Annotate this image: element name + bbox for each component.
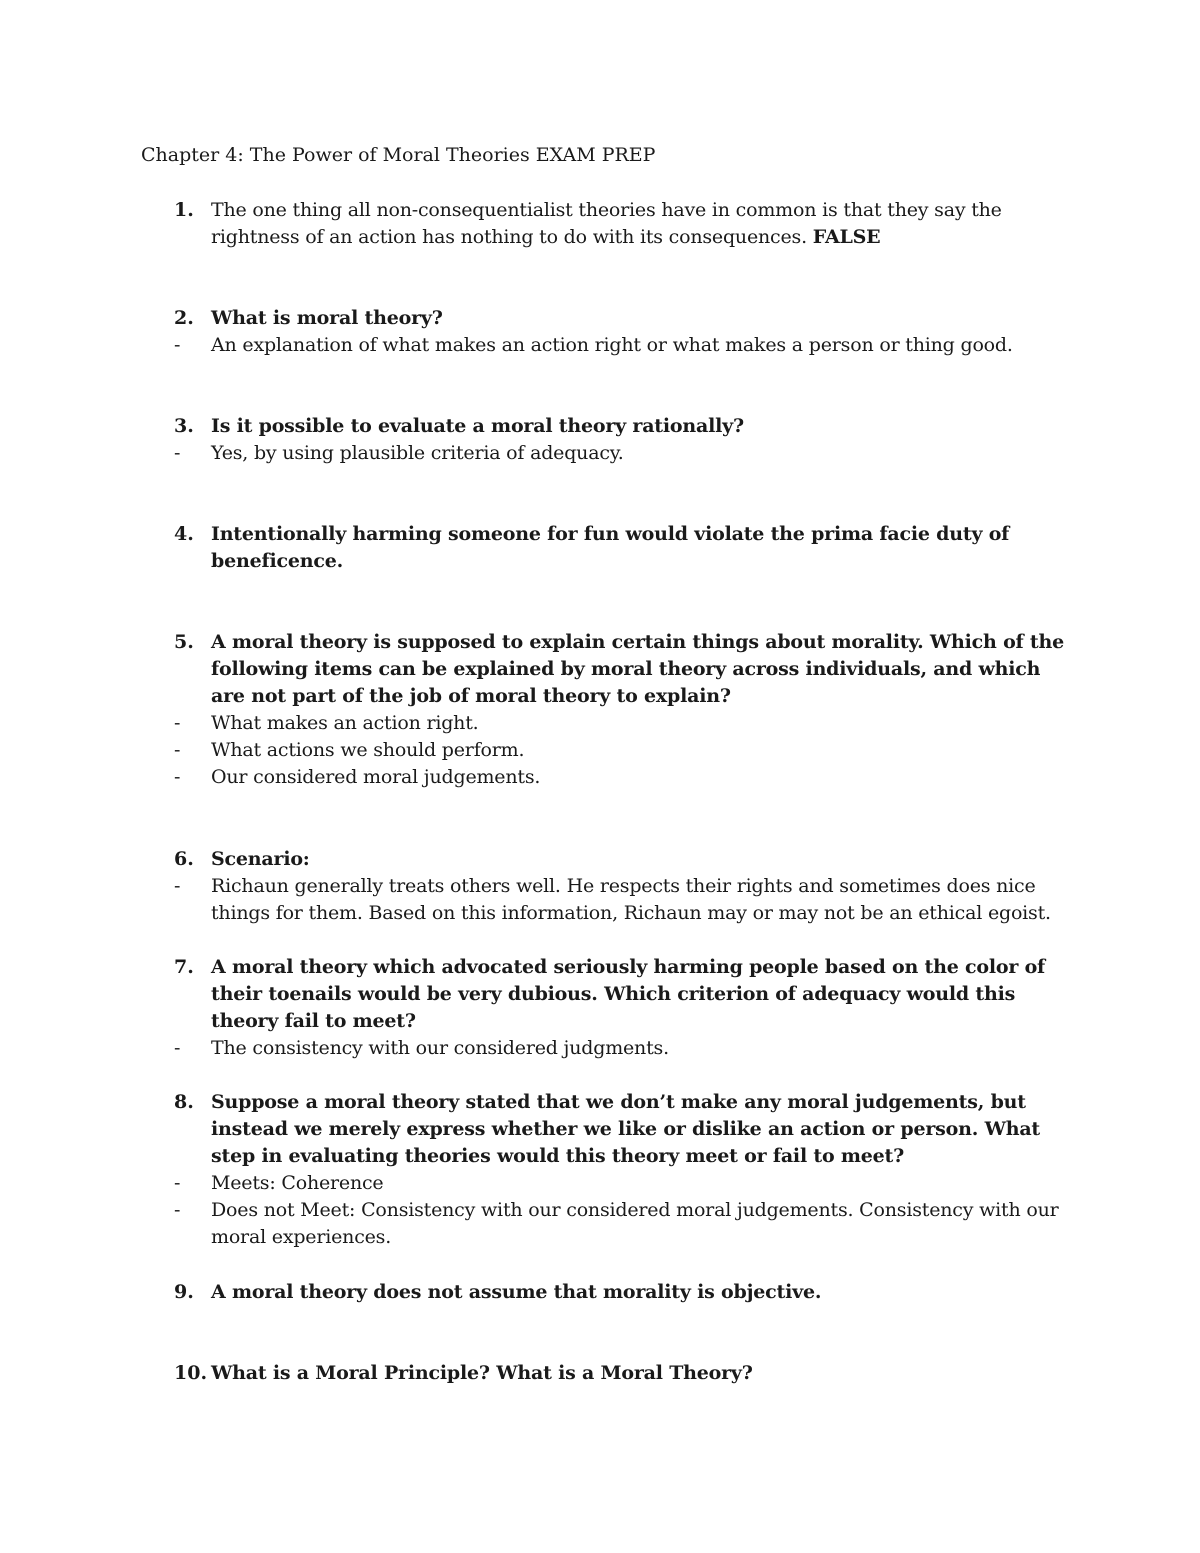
answer-item <box>141 1197 1071 1251</box>
bullet-dash: - <box>174 1172 181 1194</box>
answer-text: Does not Meet: Consistency with our considered moral judgements. Consistency with our moral experiences. <box>211 1199 1059 1248</box>
question-text: Is it possible to evaluate a moral theory rationally? <box>211 415 744 437</box>
answer-text: What actions we should perform. <box>211 739 525 761</box>
answer-text: Meets: Coherence <box>211 1172 384 1194</box>
question-10 <box>141 1360 1071 1387</box>
answer-text: The consistency with our considered judgments. <box>211 1037 669 1059</box>
answer-text: Yes, by using plausible criteria of adequacy. <box>211 442 624 464</box>
question-7 <box>141 954 1071 1062</box>
question-number: 2. <box>174 307 194 329</box>
answer-item <box>141 440 1071 467</box>
bullet-dash: - <box>174 739 181 761</box>
question-number: 8. <box>174 1091 194 1113</box>
answer-item <box>141 332 1071 359</box>
question-text: Intentionally harming someone for fun would violate the prima facie duty of beneficence. <box>211 523 1010 572</box>
answer-item <box>141 764 1071 791</box>
question-number: 5. <box>174 631 194 653</box>
bullet-dash: - <box>174 442 181 464</box>
answer-item <box>141 1170 1071 1197</box>
answer-text: An explanation of what makes an action right or what makes a person or thing good. <box>211 334 1013 356</box>
question-1 <box>141 197 1071 251</box>
page-title: Chapter 4: The Power of Moral Theories EXAM PREP <box>141 144 656 166</box>
question-number: 3. <box>174 415 194 437</box>
answer-item <box>141 873 1071 927</box>
answer-item <box>141 1035 1071 1062</box>
answer-text: Richaun generally treats others well. He respects their rights and sometimes does nice things for them. Based on this information, Richaun may or may not be an ethical egoist. <box>211 875 1051 924</box>
question-number: 1. <box>174 199 194 221</box>
question-9 <box>141 1279 1071 1306</box>
question-text: What is a Moral Principle? What is a Moral Theory? <box>211 1362 753 1384</box>
question-number: 10. <box>174 1362 208 1384</box>
answer-item <box>141 710 1071 737</box>
bullet-dash: - <box>174 334 181 356</box>
question-6 <box>141 846 1071 927</box>
question-text: Suppose a moral theory stated that we don’t make any moral judgements, but instead we merely express whether we like or dislike an action or person. What step in evaluating theories would this theory meet or fail to meet? <box>211 1091 1041 1167</box>
question-text: A moral theory is supposed to explain certain things about morality. Which of the following items can be explained by moral theory across individuals, and which are not part of the job of moral theory to explain? <box>211 631 1065 707</box>
bullet-dash: - <box>174 1037 181 1059</box>
question-5 <box>141 629 1071 791</box>
question-text: Scenario: <box>211 848 310 870</box>
question-4 <box>141 521 1071 575</box>
bullet-dash: - <box>174 766 181 788</box>
question-text: A moral theory does not assume that morality is objective. <box>211 1281 822 1303</box>
question-number: 4. <box>174 523 194 545</box>
question-3 <box>141 413 1071 467</box>
answer-text: What makes an action right. <box>211 712 479 734</box>
question-number: 9. <box>174 1281 194 1303</box>
bullet-dash: - <box>174 712 181 734</box>
question-2 <box>141 305 1071 359</box>
bullet-dash: - <box>174 1199 181 1221</box>
question-text: The one thing all non-consequentialist theories have in common is that they say the rightness of an action has nothing to do with its consequences. FALSE <box>211 199 1002 248</box>
answer-item <box>141 737 1071 764</box>
inline-answer: FALSE <box>812 226 881 248</box>
question-text: What is moral theory? <box>211 307 443 329</box>
bullet-dash: - <box>174 875 181 897</box>
question-text: A moral theory which advocated seriously harming people based on the color of their toenails would be very dubious. Which criterion of adequacy would this theory fail to meet? <box>211 956 1046 1032</box>
answer-text: Our considered moral judgements. <box>211 766 541 788</box>
question-number: 6. <box>174 848 194 870</box>
question-number: 7. <box>174 956 194 978</box>
question-8 <box>141 1089 1071 1251</box>
